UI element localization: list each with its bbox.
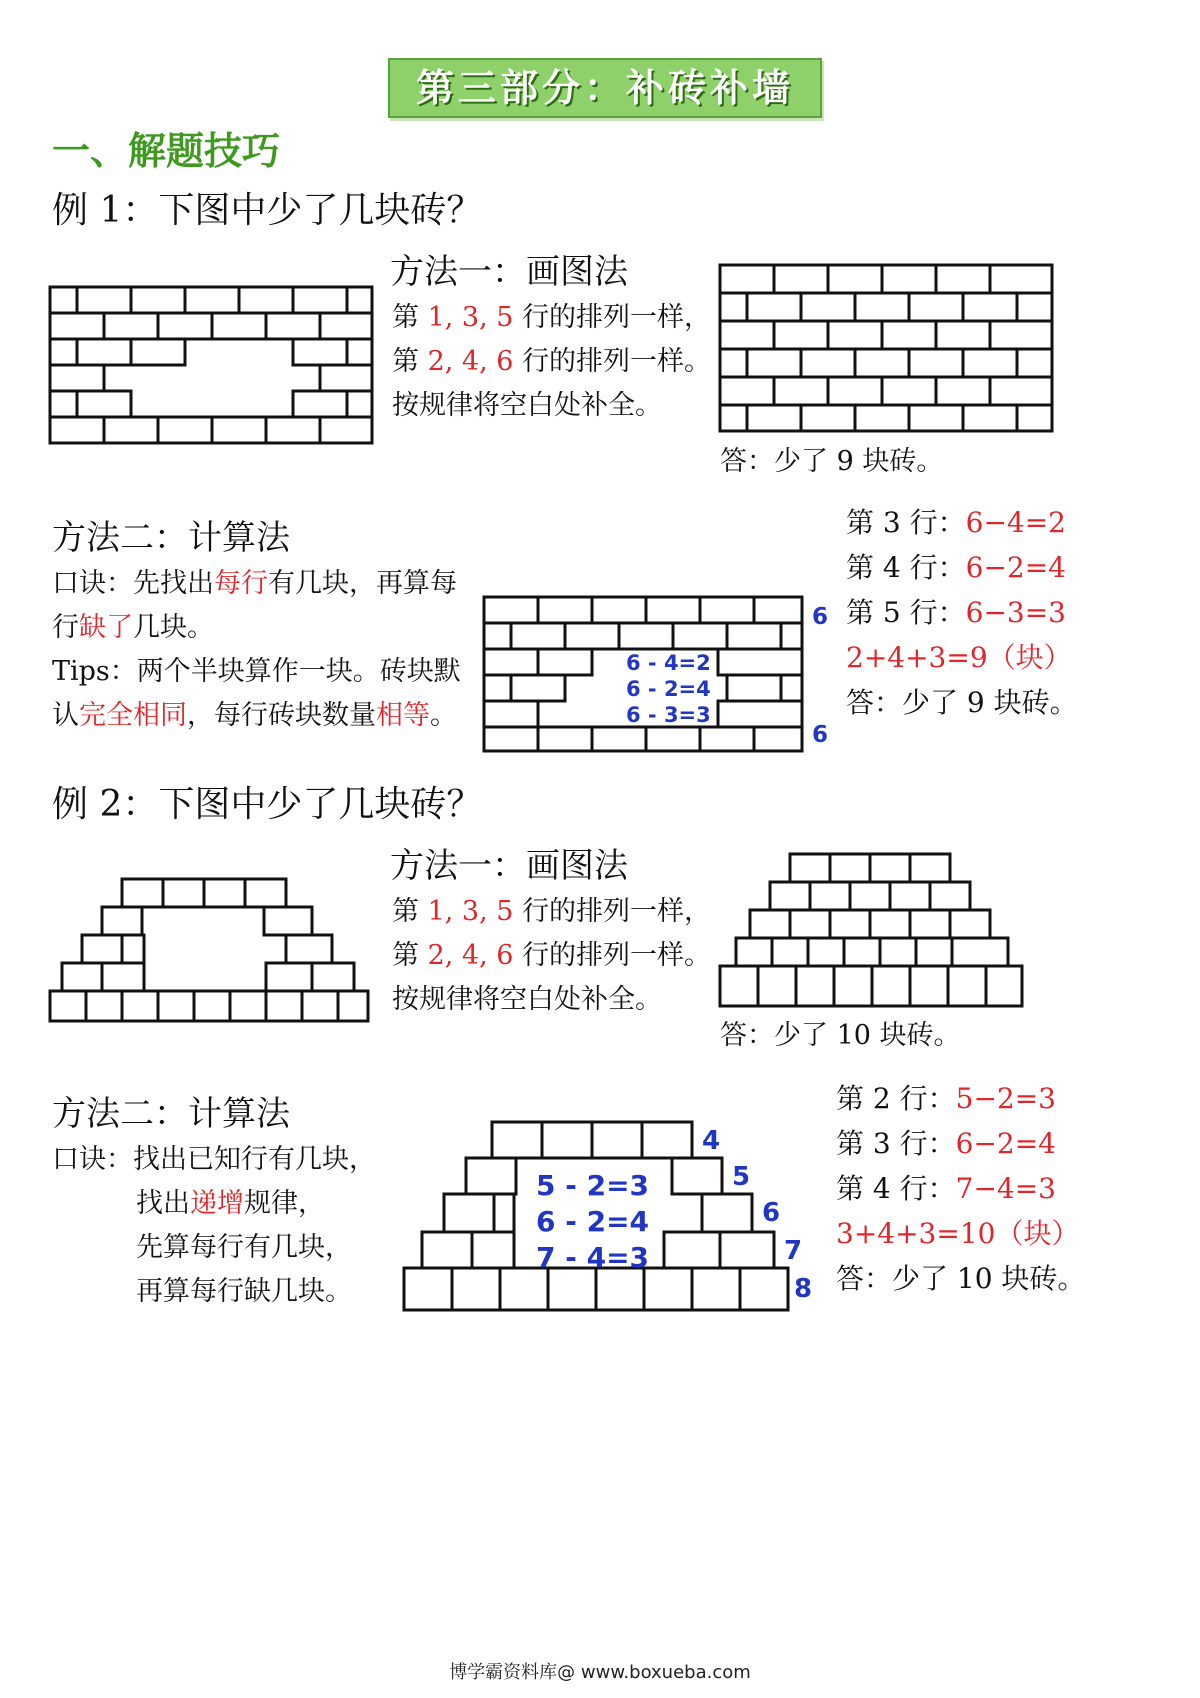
ex2-side-count-6: 6 <box>762 1198 781 1228</box>
ex2-method1-heading: 方法一：画图法 <box>390 846 628 886</box>
example1-question: 例 1：下图中少了几块砖？ <box>52 190 483 231</box>
ex1-method2-text: 口诀：先找出每行有几块，再算每 行缺了几块。 Tips：两个半块算作一块。砖块默 认完全相同，每行砖块数量相等。 <box>52 568 461 731</box>
ex1-method2-heading: 方法二：计算法 <box>52 518 290 558</box>
ex1-side-count-top: 6 <box>812 604 829 630</box>
ex2-row-calcs: 第 2 行：5−2=3 第 3 行：6−2=4 第 4 行：7−4=3 3+4+3=10（块） 答：少了 10 块砖。 <box>836 1082 1086 1295</box>
footer-watermark: 博学霸资料库@ www.boxueba.com <box>449 1662 751 1683</box>
ex2-method1-answer: 答：少了 10 块砖。 <box>720 1020 961 1051</box>
example2-question: 例 2：下图中少了几块砖？ <box>52 784 483 825</box>
ex2-side-count-8: 8 <box>794 1274 813 1304</box>
ex2-side-count-5: 5 <box>732 1162 751 1192</box>
page-title: 第三部分：补砖补墙 <box>415 66 794 110</box>
ex2-method2-text: 口诀：找出已知行有几块， 找出递增规律， 先算每行有几块， 再算每行缺几块。 <box>52 1144 376 1307</box>
ex2-method2-heading: 方法二：计算法 <box>52 1094 290 1134</box>
ex2-pyramid-with-gap <box>48 877 378 1027</box>
title-banner <box>388 58 822 118</box>
ex2-side-count-7: 7 <box>784 1236 803 1266</box>
ex1-side-count-bottom: 6 <box>812 722 829 748</box>
ex2-method1-text: 第 1, 3, 5 行的排列一样， 第 2, 4, 6 行的排列一样。 按规律将空白处补全。 <box>392 896 712 1015</box>
ex1-inner-equations: 6 - 4=2 6 - 2=4 6 - 3=3 <box>626 651 711 727</box>
ex1-wall-with-gap <box>48 285 378 447</box>
ex1-method1-text: 第 1, 3, 5 行的排列一样， 第 2, 4, 6 行的排列一样。 按规律将空白处补全。 <box>392 302 712 421</box>
ex1-method1-heading: 方法一：画图法 <box>390 252 628 292</box>
ex1-wall-complete <box>718 263 1058 433</box>
ex2-inner-equations: 5 - 2=3 6 - 2=4 7 - 4=3 <box>536 1169 650 1274</box>
ex2-side-count-4: 4 <box>702 1126 721 1156</box>
ex2-pyramid-complete <box>718 852 1038 1012</box>
ex1-method1-answer: 答：少了 9 块砖。 <box>720 446 944 477</box>
ex1-row-calcs: 第 3 行：6−4=2 第 4 行：6−2=4 第 5 行：6−3=3 2+4+3=9（块） 答：少了 9 块砖。 <box>846 506 1078 719</box>
section-heading: 一、解题技巧 <box>52 129 281 173</box>
